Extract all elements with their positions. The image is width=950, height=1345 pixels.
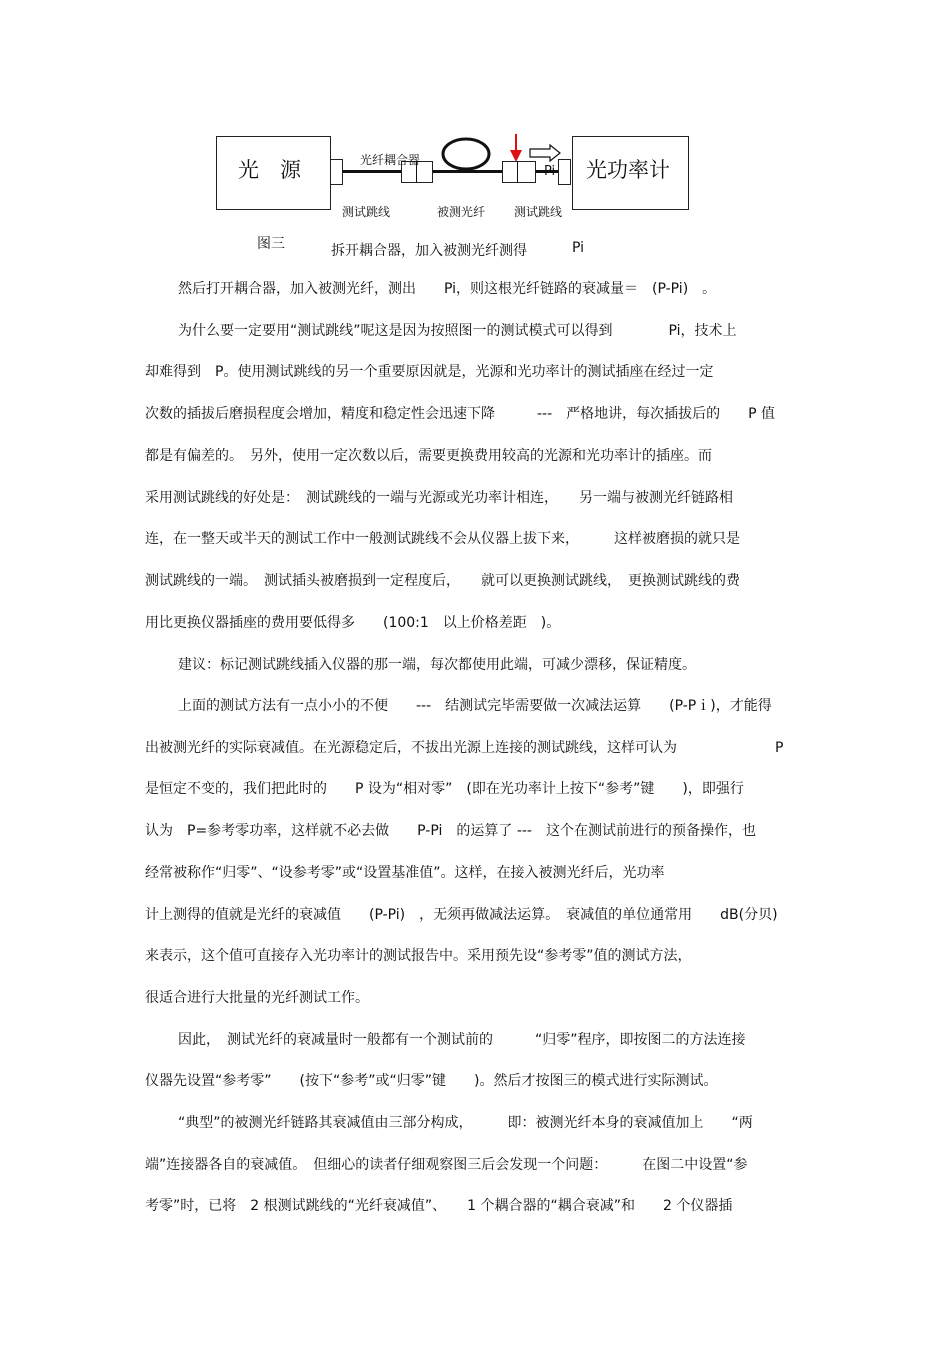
hollow-right-arrow-icon — [528, 144, 562, 162]
test-cord-right-label: 测试跳线 — [514, 205, 563, 219]
text-line: 为什么要一定要用“测试跳线”呢这是因为按照图一的测试模式可以得到 Pi，技术上 — [178, 323, 737, 339]
text-line: 上面的测试方法有一点小小的不便 --- 结测试完毕需要做一次减法运算 (P-Pｉ)，才能得 — [178, 698, 772, 714]
figure-caption-pi: Pi — [572, 240, 585, 256]
text-line: 仪器先设置“参考零” (按下“参考”或“归零”键 )。然后才按图三的模式进行实际测试。 — [145, 1073, 718, 1089]
pi-label: Pi — [544, 164, 556, 179]
figure-three-diagram — [210, 130, 700, 225]
text-line: 却难得到 P。使用测试跳线的另一个重要原因就是，光源和光功率计的测试插座在经过一定 — [145, 364, 714, 380]
text-line: 经常被称作“归零”、“设参考零”或“设置基准值”。这样，在接入被测光纤后，光功率 — [145, 865, 665, 881]
text-line: 端”连接器各自的衰减值。 但细心的读者仔细观察图三后会发现一个问题： 在图二中设置“参 — [145, 1157, 748, 1173]
coupler-label: 光纤耦合器 — [360, 153, 421, 167]
test-cord-left-label: 测试跳线 — [342, 205, 391, 219]
light-source-label: 光 源 — [238, 158, 301, 182]
text-line: 计上测得的值就是光纤的衰减值 (P-Pi) ，无须再做减法运算。 衰减值的单位通常用 dB(分贝) — [145, 907, 778, 923]
text-line: 建议：标记测试跳线插入仪器的那一端，每次都使用此端，可减少漂移，保证精度。 — [178, 657, 696, 673]
text-line: 是恒定不变的，我们把此时的 P 设为“相对零” (即在光功率计上按下“参考”键 )，即强行 — [145, 781, 744, 797]
fiber-under-test-label: 被测光纤 — [437, 205, 486, 219]
text-line: 采用测试跳线的好处是： 测试跳线的一端与光源或光功率计相连， 另一端与被测光纤链路相 — [145, 490, 733, 506]
power-meter-label: 光功率计 — [586, 158, 670, 182]
text-line: 都是有偏差的。 另外，使用一定次数以后，需要更换费用较高的光源和光功率计的插座。而 — [145, 448, 712, 464]
text-line: 认为 P=参考零功率，这样就不必去做 P-Pi 的运算了 --- 这个在测试前进行的预备操作，也 — [145, 823, 756, 839]
text-line: 然后打开耦合器，加入被测光纤，测出 Pi，则这根光纤链路的衰减量＝ (P-Pi) 。 — [178, 281, 717, 297]
text-line: 用比更换仪器插座的费用要低得多 (100:1 以上价格差距 )。 — [145, 615, 561, 631]
text-line: 来表示，这个值可直接存入光功率计的测试报告中。采用预先设“参考零”值的测试方法， — [145, 948, 692, 964]
text-line: 考零”时，已将 2 根测试跳线的“光纤衰减值”、 1 个耦合器的“耦合衰减”和 2 个仪器插 — [145, 1198, 733, 1214]
figure-caption: 拆开耦合器，加入被测光纤测得 — [331, 243, 527, 259]
text-line: 因此， 测试光纤的衰减量时一般都有一个测试前的 “归零”程序，即按图二的方法连接 — [178, 1032, 746, 1048]
text-line: 次数的插拔后磨损程度会增加，精度和稳定性会迅速下降 --- 严格地讲，每次插拔后的 P 值 — [145, 406, 776, 422]
text-line: 出被测光纤的实际衰减值。在光源稳定后，不拔出光源上连接的测试跳线，这样可认为 P — [145, 740, 784, 756]
red-down-arrow-icon — [508, 132, 524, 164]
text-line: “典型”的被测光纤链路其衰减值由三部分构成， 即：被测光纤本身的衰减值加上 “两 — [178, 1115, 753, 1131]
fiber-spool-icon — [438, 134, 498, 174]
test-connector — [502, 161, 536, 183]
text-line: 连，在一整天或半天的测试工作中一般测试跳线不会从仪器上拔下来， 这样被磨损的就只是 — [145, 531, 740, 547]
connector-divider — [517, 161, 518, 183]
figure-number: 图三 — [257, 236, 285, 252]
meter-port — [558, 159, 571, 185]
text-line: 很适合进行大批量的光纤测试工作。 — [145, 990, 369, 1006]
text-line: 测试跳线的一端。 测试插头被磨损到一定程度后， 就可以更换测试跳线， 更换测试跳线的费 — [145, 573, 740, 589]
